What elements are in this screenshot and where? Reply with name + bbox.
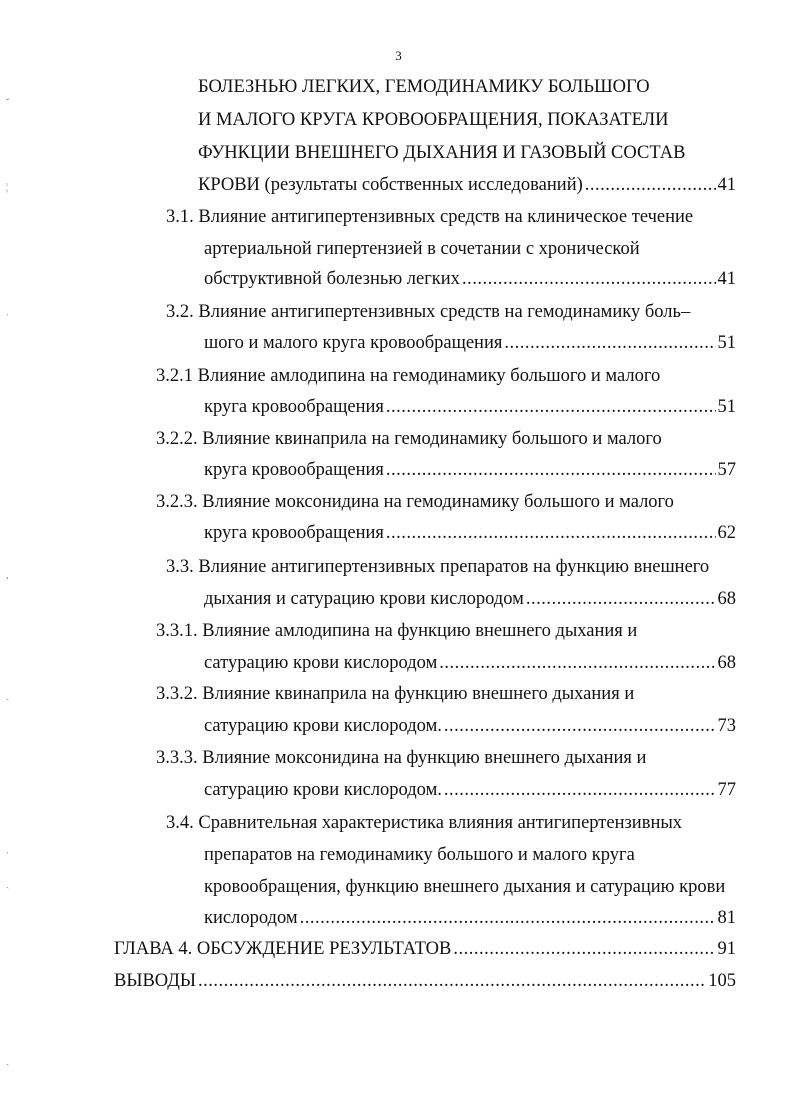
toc-page-number: 68 [717,589,736,609]
toc-page-number: 41 [717,175,736,195]
toc-s3-3-line1: 3.3. Влияние антигипертензивных препаратов на функцию внешнего [166,557,710,577]
toc-page-number: 73 [717,716,736,736]
toc-s3-4-line1: 3.4. Сравнительная характеристика влияния антигипертензивных [166,813,683,833]
toc-s3-1-line2: артериальной гипертензией в сочетании с хронической [204,239,640,259]
toc-page-number: 51 [717,397,736,417]
scan-mark: ˎ [6,878,10,889]
scan-mark: ˏ [6,1055,10,1066]
toc-s3-1-line1: 3.1. Влияние антигипертензивных средств на клиническое течение [166,207,694,227]
toc-entry-s3-2 [204,332,736,356]
toc-page-number: 57 [717,460,736,480]
toc-leader-dots [386,396,716,418]
toc-leader-dots [526,588,716,610]
toc-leader-dots [444,715,716,737]
toc-s3-1-line3: обструктивной болезнью легких [204,269,460,289]
toc-entry-ch4 [114,938,736,962]
toc-s3-2-2-line2: круга кровообращения [204,460,384,480]
toc-ch3-title-line2: И МАЛОГО КРУГА КРОВООБРАЩЕНИЯ, ПОКАЗАТЕЛИ [198,110,669,130]
toc-s3-4-line3: кровообращения, функцию внешнего дыхания и сатурацию крови [204,877,726,897]
toc-page-number: 62 [717,523,736,543]
toc-ch4-title: ГЛАВА 4. ОБСУЖДЕНИЕ РЕЗУЛЬТАТОВ [114,939,452,959]
scan-mark: ˌ [6,305,10,316]
toc-entry-s3-2-1 [204,396,736,420]
toc-page-number: 105 [708,971,736,991]
toc-s3-2-line2: шого и малого круга кровообращения [204,333,503,353]
scan-mark: ˎ [6,690,10,701]
toc-leader-dots [453,938,715,960]
toc-ch3-title-line1: БОЛЕЗНЬЮ ЛЕГКИХ, ГЕМОДИНАМИКУ БОЛЬШОГО [198,77,650,97]
toc-leader-dots [585,174,716,196]
toc-leader-dots [462,268,716,290]
toc-s3-4-line4: кислородом [204,908,298,928]
toc-s3-2-3-line2: круга кровообращения [204,523,384,543]
toc-leader-dots [439,652,715,674]
toc-s3-3-2-line1: 3.3.2. Влияние квинаприла на функцию внешнего дыхания и [156,684,635,704]
toc-conclusions-title: ВЫВОДЫ [114,971,197,991]
toc-page-number: 77 [717,780,736,800]
scan-mark: , [6,570,9,581]
toc-entry-s3-3 [204,588,736,612]
page-number: 3 [395,48,402,63]
scan-mark: ¦ [6,182,9,193]
toc-entry-s3-2-3 [204,522,736,546]
toc-ch3-title-line4: КРОВИ (результаты собственных исследований) [198,175,583,195]
toc-s3-3-line2: дыхания и сатурацию крови кислородом [204,589,524,609]
toc-page-number: 41 [717,269,736,289]
toc-entry-s3-3-2 [204,715,736,739]
toc-page-number: 51 [717,333,736,353]
toc-s3-3-1-line1: 3.3.1. Влияние амлодипина на функцию внешнего дыхания и [156,621,638,641]
toc-entry-s3-2-2 [204,459,736,483]
toc-s3-4-line2: препаратов на гемодинамику большого и малого круга [204,845,635,865]
toc-s3-2-3-line1: 3.2.3. Влияние моксонидина на гемодинамику большого и малого [156,492,674,512]
toc-s3-2-1-line2: круга кровообращения [204,397,384,417]
toc-leader-dots [300,907,716,929]
toc-leader-dots [386,522,716,544]
toc-ch3-title-line3: ФУНКЦИИ ВНЕШНЕГО ДЫХАНИЯ И ГАЗОВЫЙ СОСТАВ [198,143,686,163]
toc-s3-2-1-line1: 3.2.1 Влияние амлодипина на гемодинамику большого и малого [156,366,661,386]
toc-leader-dots [198,970,706,992]
toc-entry-s3-3-3 [204,779,736,803]
toc-s3-3-1-line2: сатурацию крови кислородом [204,653,438,673]
toc-page-number: 81 [717,908,736,928]
toc-entry-conclusions [114,970,736,994]
toc-s3-2-2-line1: 3.2.2. Влияние квинаприла на гемодинамику большого и малого [156,429,662,449]
toc-s3-3-3-line1: 3.3.3. Влияние моксонидина на функцию внешнего дыхания и [156,748,647,768]
toc-s3-3-2-line2: сатурацию крови кислородом. [204,716,442,736]
scan-mark: ˌ [6,843,10,854]
scan-mark: ˇ [6,98,10,109]
toc-entry-s3-1 [204,268,736,292]
toc-entry-s3-4 [204,907,736,931]
toc-leader-dots [444,779,716,801]
toc-page-number: 68 [717,653,736,673]
toc-leader-dots [386,459,716,481]
toc-s3-3-3-line2: сатурацию крови кислородом. [204,780,442,800]
toc-s3-2-line1: 3.2. Влияние антигипертензивных средств на гемодинамику боль– [166,302,691,322]
toc-page-number: 91 [717,939,736,959]
toc-entry-s3-3-1 [204,652,736,676]
toc-entry-ch3 [198,174,736,198]
toc-leader-dots [504,332,715,354]
